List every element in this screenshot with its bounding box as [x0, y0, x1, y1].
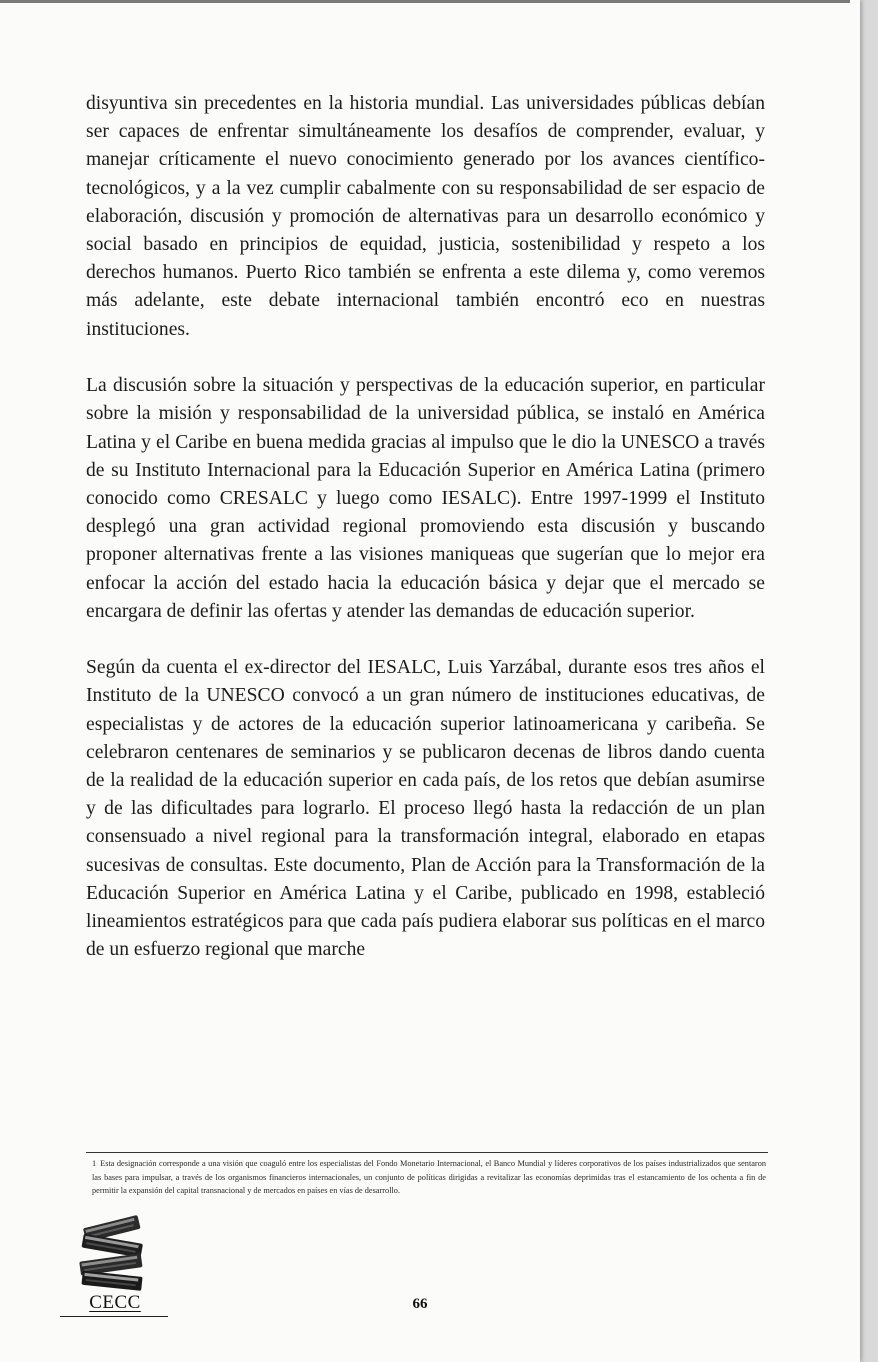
paragraph-1: disyuntiva sin precedentes en la historia mundial. Las universidades públicas debían ser capaces de enfrentar simultáneamente los desafíos de comprender, evaluar, y manejar críticamente el nuevo conocimiento generado por los avances científico-tecnológicos, y a la vez cumplir cabalmente con su responsabilidad de ser espacio de elaboración, discusión y promoción de alternativas para un desarrollo económico y social basado en principios de equidad, justicia, sostenibilidad y respeto a los derechos humanos. Puerto Rico también se enfrenta a este dilema y, como veremos más adelante, este debate internacional también encontró eco en nuestras instituciones. — [86, 93, 765, 340]
footnote-number: 1 — [92, 1159, 97, 1168]
paragraph-2: La discusión sobre la situación y perspectivas de la educación superior, en particular sobre la misión y responsabilidad de la universidad pública, se instaló en América Latina y el Caribe en buena medida gracias al impulso que le dio la UNESCO a través de su Instituto Internacional para la Educación Superior en América Latina (primero conocido como CRESALC y luego como IESALC). Entre 1997-1999 el Instituto desplegó una gran actividad regional promoviendo esta discusión y buscando proponer alternativas frente a las visiones maniqueas que sugerían que lo mejor era enfocar la acción del estado hacia la educación básica y dejar que el mercado se encargara de definir las ofertas y atender las demandas de educación superior. — [86, 375, 765, 622]
paragraph-3: Según da cuenta el ex-director del IESALC, Luis Yarzábal, durante esos tres años el Instituto de la UNESCO convocó a un gran número de instituciones educativas, de especialistas y de actores de la educación superior latinoamericana y caribeña. Se celebraron centenares de seminarios y se publicaron decenas de libros dando cuenta de la realidad de la educación superior en cada país, de los retos que debían asumirse y de las dificultades para lograrlo. El proceso llegó hasta la redacción de un plan consensuado a nivel regional para la transformación integral, elaborado en etapas sucesivas de consultas. Este documento, Plan de Acción para la Transformación de la Educación Superior en América Latina y el Caribe, publicado en 1998, estableció lineamientos estratégicos para que cada país pudiera elaborar sus políticas en el marco de un esfuerzo regional que marche — [86, 657, 765, 961]
footnote-text: Esta designación corresponde a una visión que coaguló entre los especialistas del Fondo Monetario Internacional, el Banco Mundial y líderes corporativos de los países industrializados que sentaron las bases para impulsar, a través de los organismos financieros internacionales, un conjunto de políticas dirigidas a revitalizar las economías deprimidas tras el estancamiento de los ochenta a fin de permitir la expansión del capital transnacional y de mercados en países en vías de desarrollo. — [92, 1159, 766, 1196]
body-text — [86, 90, 765, 993]
page-number: 66 — [412, 1296, 428, 1312]
footnote — [92, 1157, 766, 1198]
footnote-divider — [86, 1152, 768, 1153]
top-edge-line — [0, 0, 850, 3]
logo-label: CECC — [89, 1292, 141, 1313]
logo-underline — [60, 1316, 168, 1317]
